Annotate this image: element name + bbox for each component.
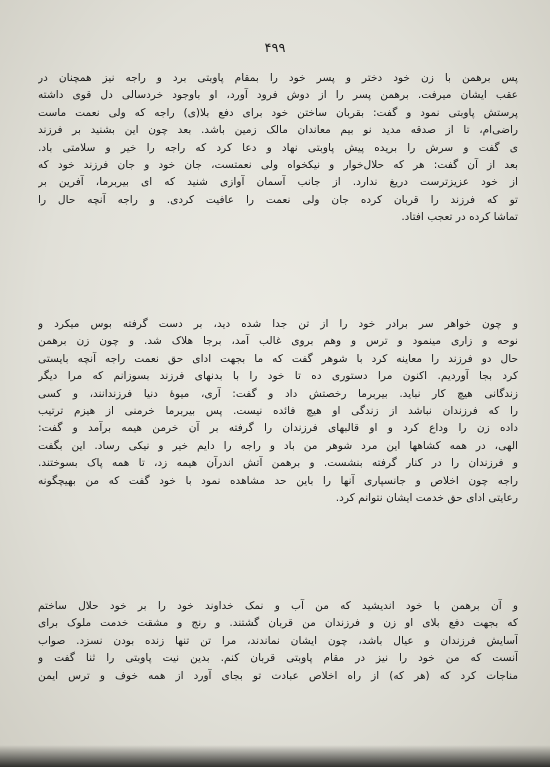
text-line: راضی‌ام، تا از صدقه مدید نو بیم معاندان مالک زمین باشد. بعد چون این بشنید بر فرزند bbox=[38, 124, 518, 137]
paragraph-3 bbox=[38, 598, 518, 685]
text-line: و چون خواهر سر برادر خود را از تن جدا شده دید، بر دست گرفته بوس میکرد و bbox=[38, 318, 518, 330]
text-line: و آن برهمن با خود اندیشید که من آب و نمک خداوند خود را بر خود حلال ساختم bbox=[38, 600, 518, 612]
text-line: الهی، در همه کشاهها این مرد شوهر من باد و راجه را دایم خیر و نیکی رساد. این بگفت bbox=[38, 439, 518, 452]
text-line: آسایش فرزندان و عیال باشد، چون ایشان نماندند، مرا تن تنها زنده بودن نسزد. صواب bbox=[38, 634, 518, 647]
text-line: که بجهت دفع بلای او زن و فرزندان من قربان گشتند. و رنج و مشقت خدمت ملوک برای bbox=[38, 617, 518, 630]
text-line: ی گفت و سرش را بریده پیش پاوبتی نهاد و دعا کرد که راجه را خیر و سلامتی باد. bbox=[38, 141, 518, 154]
text-line: و فرزندان را در کنار گرفته بنشست. و برهمن آتش اندرآن هیمه زد، تا همه پاک بسوختند. bbox=[38, 457, 518, 470]
text-line: داده زن را وداع کرد و او قالبهای فرزندان را گرفته بر آن خرمن هیمه برآمد و گفت: bbox=[38, 422, 518, 435]
text-line: آنست که من خود را نیز در مقام پاوبتی قربان کنم. بدین نیت پاوبتی را ثنا گفت و bbox=[38, 652, 518, 665]
paragraph-2 bbox=[38, 316, 518, 507]
text-line: کرد بجا آوردیم. اکنون مرا دستوری ده تا خود را با بدنهای فرزند بسوزانم که مرا دیگر bbox=[38, 370, 518, 383]
text-line: زندگانی هیچ کار نباید. بیربرما رخصتش داد و گفت: آری، میوهٔ دنیا فرزندانند، و کسی bbox=[38, 387, 518, 400]
text-line: رعایتی ادای حق خدمت ایشان نتوانم کرد. bbox=[335, 491, 518, 504]
text-line: مناجات کرد که (هر که) از راه اخلاص عبادت تو بجای آورد از همه خوف و ترس ایمن bbox=[38, 669, 518, 682]
text-line: از خود عزیزترست دریغ ندارد. از جانب آسمان آوازی شنید که ای بیربرما، آفرین بر bbox=[38, 176, 518, 189]
text-line: را که فرزندان نباشد از زندگی او هیچ فائده نیست. پس بیربرما خرمنی از هیزم ترتیب bbox=[38, 404, 518, 417]
paragraph-1 bbox=[38, 70, 518, 227]
text-line: راجه چون اخلاص و جانسپاری آنها را باین حد مشاهده نمود با خود گفت که من بهیچگونه bbox=[38, 474, 518, 487]
text-line: حال دو فرزند را معاینه کرد با شوهر گفت که ما بجهت ادای حق نعمت راجه آنچه بایستی bbox=[38, 352, 518, 365]
text-line: نوحه و زاری مینمود و ترس و وهم بروی غالب آمد، برجا هلاک شد. و چون زن برهمن bbox=[38, 335, 518, 348]
text-line: تماشا کرده در تعجب افتاد. bbox=[401, 211, 518, 224]
text-line: پرستش پاوبتی نمود و گفت: بقربان ساختن خود برای دفع بلا(ی) راجه که ولی نعمت ماست bbox=[38, 106, 518, 119]
text-line: پس برهمن با زن خود دختر و پسر خود را بمقام پاوبتی برد و راجه نیز همچنان در bbox=[38, 72, 518, 84]
text-line: عقب ایشان میرفت. برهمن پسر را از دوش فرود آورد، او باوجود خردسالی دل قوی داشته bbox=[38, 89, 518, 102]
page-number: ۴۹۹ bbox=[264, 41, 286, 56]
text-line: بعد از آن گفت: هر که حلال‌خوار و نیکخواه ولی نعمتست، جان خود و جان فرزند خود که bbox=[38, 158, 518, 171]
page-bottom-shadow bbox=[0, 745, 550, 767]
text-line: تو که فرزند را قربان کرده جان ولی نعمت را عافیت کردی. و راجه آنچه حال را bbox=[38, 193, 518, 206]
